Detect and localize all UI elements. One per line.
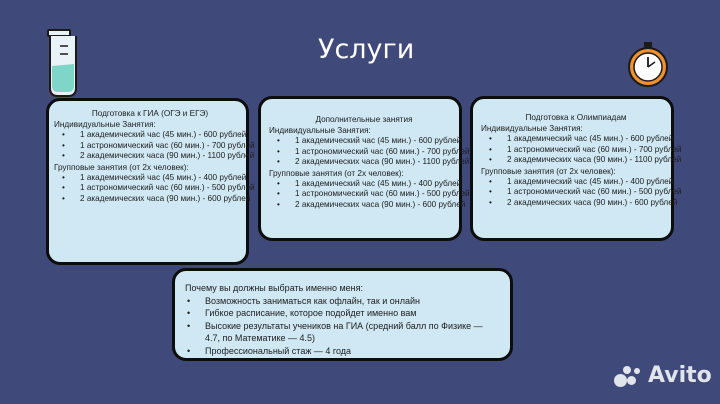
individual-list (481, 134, 682, 166)
price-item: • 2 академических часа (90 мин.) - 600 рублей (269, 200, 459, 211)
individual-label: Индивидуальные Занятия: (269, 126, 371, 135)
individual-list (269, 136, 470, 168)
price-item: • 1 астрономический час (60 мин.) - 700 рублей (481, 145, 671, 156)
individual-label: Индивидуальные Занятия: (481, 124, 583, 133)
test-tube-icon (46, 28, 84, 98)
price-item: • 1 астрономический час (60 мин.) - 700 рублей (269, 147, 459, 158)
group-list (54, 172, 255, 205)
group-label: Групповые занятия (от 2х человек): (481, 166, 616, 176)
card-title: Подготовка к ГИА (ОГЭ и ЕГЭ) (91, 109, 209, 118)
individual-list (54, 130, 255, 162)
price-item: • 2 академических часа (90 мин.) - 1100 рублей (54, 151, 246, 162)
service-card-extra (258, 96, 470, 241)
service-card-gia (46, 98, 255, 265)
group-label: Групповые занятия (от 2х человек): (54, 162, 189, 172)
group-label: Групповые занятия (от 2х человек): (269, 168, 404, 178)
price-item: • 1 астрономический час (60 мин.) - 500 рублей (269, 189, 459, 200)
why-item: • Гибкое расписание, которое подойдет именно вам (185, 307, 510, 320)
why-heading: Почему вы должны выбрать именно меня: (185, 283, 364, 293)
why-me-card (172, 268, 513, 361)
why-item: • Высокие результаты учеников на ГИА (средний балл по Физике — 4.7, по Математике — 4.5) (185, 320, 510, 345)
card-title: Дополнительные занятия (315, 115, 413, 124)
price-item: • 2 академических часа (90 мин.) - 600 рублей (481, 198, 671, 209)
price-item: • 1 астрономический час (60 мин.) - 500 рублей (54, 183, 246, 194)
individual-label: Индивидуальные Занятия: (54, 120, 156, 129)
page-title: Услуги (318, 34, 415, 65)
price-item: • 1 астрономический час (60 мин.) - 700 рублей (54, 141, 246, 152)
why-list (185, 295, 510, 358)
price-item: • 1 академический час (45 мин.) - 600 рублей (269, 136, 459, 147)
card-title: Подготовка к Олимпиадам (525, 113, 627, 122)
group-list (481, 176, 682, 209)
price-item: • 2 академических часа (90 мин.) - 1100 рублей (481, 155, 671, 166)
price-item: • 1 академический час (45 мин.) - 600 рублей (481, 134, 671, 145)
price-item: • 1 академический час (45 мин.) - 400 рублей (481, 177, 671, 188)
avito-dots-icon (614, 362, 644, 388)
group-list (269, 178, 470, 211)
price-item: • 2 академических часа (90 мин.) - 1100 рублей (269, 157, 459, 168)
price-item: • 2 академических часа (90 мин.) - 600 рублей (54, 194, 246, 205)
avito-wordmark: Avito (648, 362, 712, 388)
price-item: • 1 академический час (45 мин.) - 600 рублей (54, 130, 246, 141)
price-item: • 1 академический час (45 мин.) - 400 рублей (269, 179, 459, 190)
why-item: • Возможность заниматься как офлайн, так и онлайн (185, 295, 510, 308)
avito-logo (614, 362, 712, 388)
price-item: • 1 астрономический час (60 мин.) - 500 рублей (481, 187, 671, 198)
stopwatch-icon (624, 42, 672, 88)
price-item: • 1 академический час (45 мин.) - 400 рублей (54, 173, 246, 184)
why-item: • Профессиональный стаж — 4 года (185, 345, 510, 358)
service-card-olympiad (470, 96, 682, 241)
